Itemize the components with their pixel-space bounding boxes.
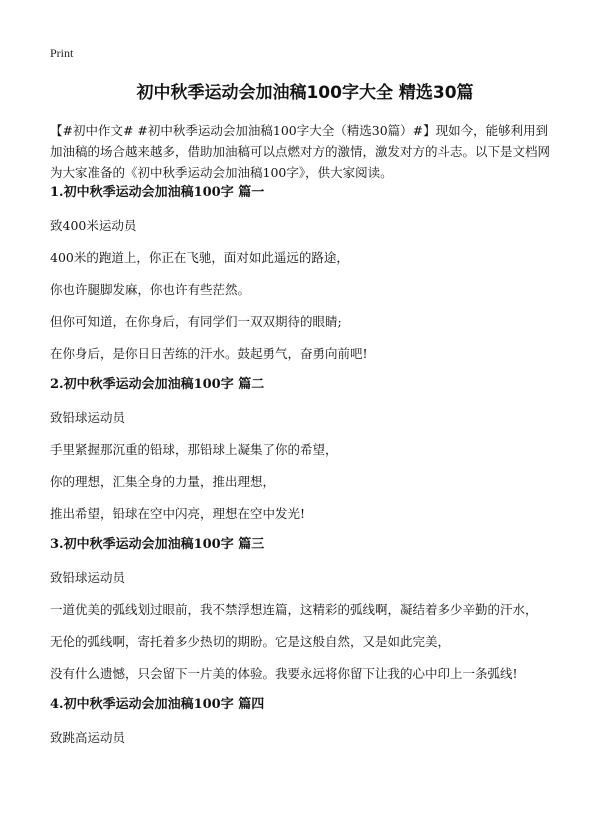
paragraph: 推出希望，铅球在空中闪亮，理想在空中发光! [50, 506, 306, 521]
paragraph: 致铅球运动员 [50, 410, 126, 425]
paragraph: 致跳高运动员 [50, 730, 126, 745]
print-link[interactable]: Print [50, 46, 74, 60]
section-4 [50, 696, 560, 747]
section-heading: 4.初中秋季运动会加油稿100字 篇四 [50, 697, 265, 712]
page-title: 初中秋季运动会加油稿100字大全 精选30篇 [136, 83, 474, 103]
paragraph: 手里紧握那沉重的铅球，那铅球上凝集了你的希望， [50, 442, 338, 457]
section-heading: 1.初中秋季运动会加油稿100字 篇一 [50, 185, 265, 200]
paragraph: 你的理想，汇集全身的力量，推出理想， [50, 474, 276, 489]
paragraph: 400米的跑道上，你正在飞驰，面对如此遥远的路途， [50, 250, 349, 265]
section-heading: 2.初中秋季运动会加油稿100字 篇二 [50, 377, 265, 392]
paragraph: 一道优美的弧线划过眼前，我不禁浮想连篇，这精彩的弧线啊，凝结着多少辛勤的汗水， [50, 602, 538, 617]
article-content [50, 184, 560, 760]
paragraph: 没有什么遗憾，只会留下一片美的体验。我要永远将你留下让我的心中印上一条弧线! [50, 666, 518, 681]
paragraph: 致铅球运动员 [50, 570, 126, 585]
section-2 [50, 376, 560, 523]
paragraph: 致400米运动员 [50, 218, 137, 233]
section-3 [50, 536, 560, 683]
paragraph: 无伦的弧线啊，寄托着多少热切的期盼。它是这般自然，又是如此完美， [50, 634, 451, 649]
paragraph: 在你身后，是你日日苦练的汗水。鼓起勇气，奋勇向前吧! [50, 346, 368, 361]
intro-paragraph: 【#初中作文# #初中秋季运动会加油稿100字大全（精选30篇）#】现如今，能够利用到加油稿的场合越来越多，借助加油稿可以点燃对方的激情，激发对方的斗志。以下是文档网为大家准备的《初中秋季运动会加油稿100字》，供大家阅读。 [50, 123, 551, 180]
paragraph: 你也许腿脚发麻，你也许有些茫然。 [50, 282, 251, 297]
section-1 [50, 184, 560, 363]
paragraph: 但你可知道，在你身后，有同学们一双双期待的眼睛; [50, 314, 342, 329]
section-heading: 3.初中秋季运动会加油稿100字 篇三 [50, 537, 265, 552]
